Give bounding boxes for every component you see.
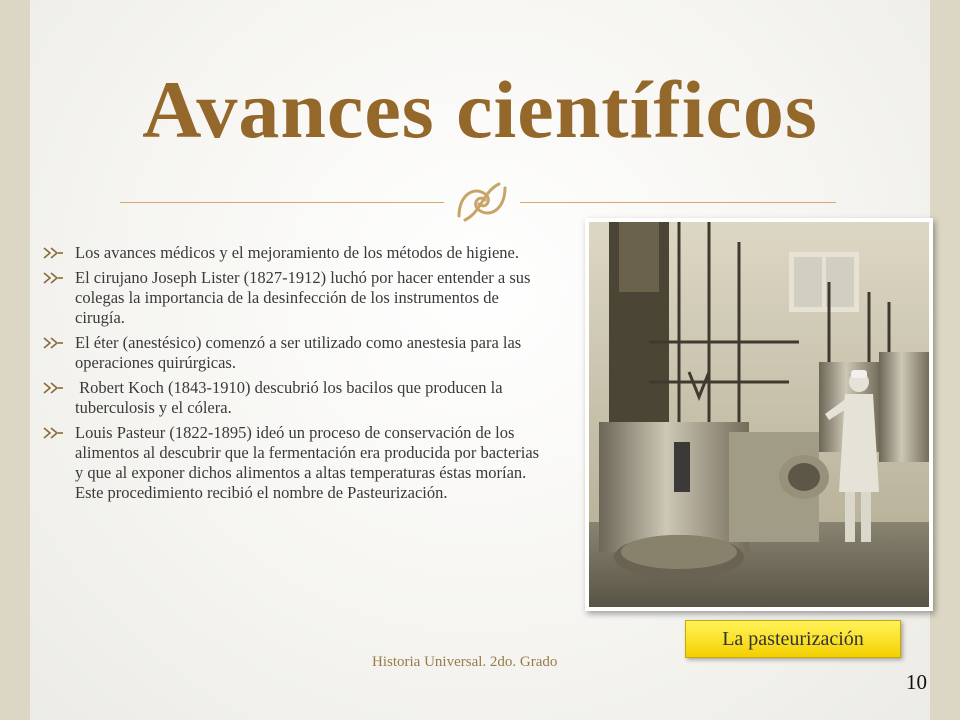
double-chevron-bullet-icon [42,246,64,260]
pasteurization-factory-photo [589,222,929,607]
bullet-text: Los avances médicos y el mejoramiento de los métodos de higiene. [75,243,520,262]
bullet-text: Louis Pasteur (1822-1895) ideó un proceso de conservación de los alimentos al descubrir que la fermentación era producida por bacterias y que al exponer dichos alimentos a altas temperaturas éstas morían. Este procedimiento recibió el nombre de Pasteurización. [75,423,540,502]
page-number: 10 [906,670,927,694]
footer-text: Historia Universal. 2do. Grado [372,654,558,670]
list-item [42,268,542,328]
slide-title: Avances científicos [142,64,818,155]
double-chevron-bullet-icon [42,426,64,440]
bullet-text: Robert Koch (1843-1910) descubrió los bacilos que producen la tuberculosis y el cólera. [75,378,507,417]
bullet-text: El éter (anestésico) comenzó a ser utilizado como anestesia para las operaciones quirúrgicas. [75,333,522,372]
photo-caption: La pasteurización [685,620,901,658]
pasteurization-photo-frame [585,218,933,611]
scroll-ornament-icon [451,180,513,224]
double-chevron-bullet-icon [42,271,64,285]
title-divider-right [520,202,836,203]
double-chevron-bullet-icon [42,381,64,395]
bullet-list [42,243,542,508]
list-item [42,423,542,503]
list-item [42,243,542,263]
list-item [42,378,542,418]
double-chevron-bullet-icon [42,336,64,350]
title-divider-left [120,202,444,203]
bullet-text: El cirujano Joseph Lister (1827-1912) luchó por hacer entender a sus colegas la importancia de la desinfección de los instrumentos de cirugía. [75,268,531,327]
list-item [42,333,542,373]
